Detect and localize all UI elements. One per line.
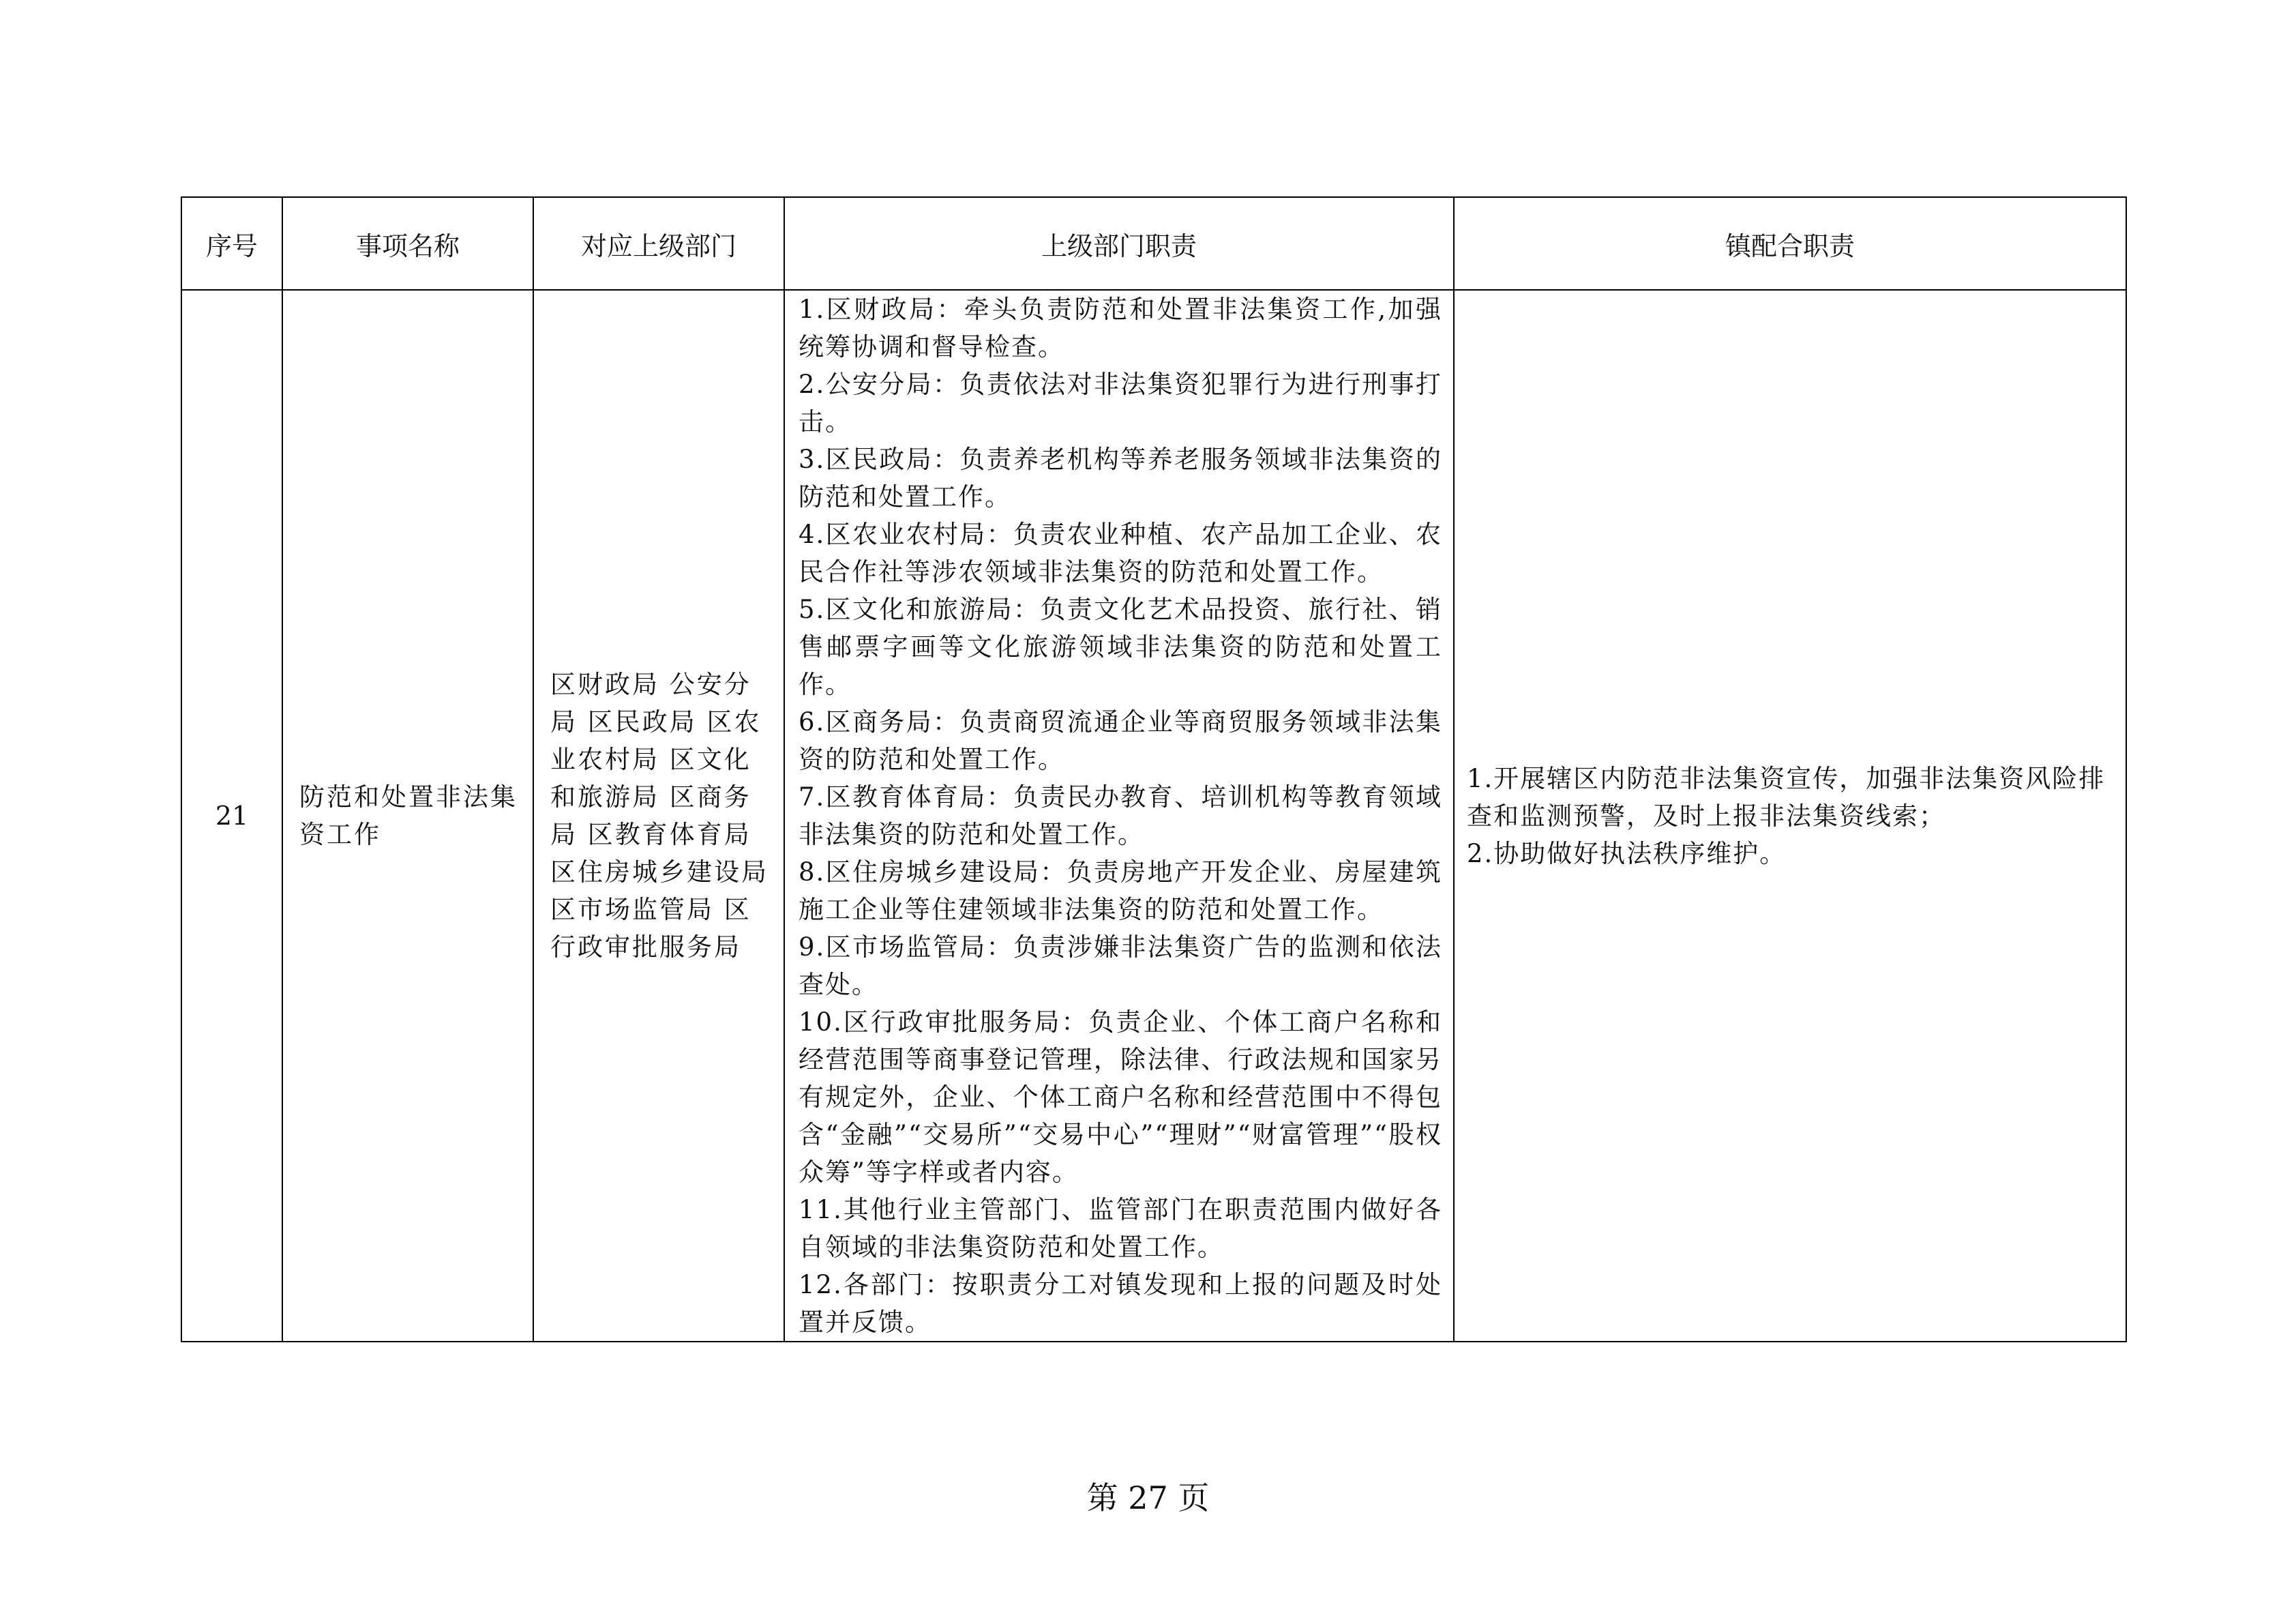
cell-item-name: 防范和处置非法集资工作 bbox=[282, 290, 533, 1342]
responsibility-item: 9.区市场监管局：负责涉嫌非法集资广告的监测和依法查处。 bbox=[799, 932, 1442, 999]
header-town-duties: 镇配合职责 bbox=[1454, 197, 2126, 290]
cell-seq: 21 bbox=[181, 290, 282, 1342]
duty-table-container bbox=[181, 196, 2126, 1342]
responsibility-item: 6.区商务局：负责商贸流通企业等商贸服务领域非法集资的防范和处置工作。 bbox=[799, 707, 1442, 774]
cell-departments: 区财政局 公安分局 区民政局 区农业农村局 区文化和旅游局 区商务局 区教育体育局 区住房城乡建设局 区市场监管局 区行政审批服务局 bbox=[533, 290, 784, 1342]
responsibility-item: 2.公安分局：负责依法对非法集资犯罪行为进行刑事打击。 bbox=[799, 370, 1442, 437]
responsibility-item: 11.其他行业主管部门、监管部门在职责范围内做好各自领域的非法集资防范和处置工作。 bbox=[799, 1195, 1442, 1262]
responsibility-item: 3.区民政局：负责养老机构等养老服务领域非法集资的防范和处置工作。 bbox=[799, 445, 1442, 512]
responsibility-item: 8.区住房城乡建设局：负责房地产开发企业、房屋建筑施工企业等住建领域非法集资的防范和处置工作。 bbox=[799, 857, 1442, 924]
table-header-row bbox=[181, 197, 2126, 290]
page-number: 第 27 页 bbox=[1086, 1479, 1210, 1516]
responsibility-item: 12.各部门：按职责分工对镇发现和上报的问题及时处置并反馈。 bbox=[799, 1270, 1442, 1337]
responsibility-item: 4.区农业农村局：负责农业种植、农产品加工企业、农民合作社等涉农领域非法集资的防范和处置工作。 bbox=[799, 520, 1442, 587]
cell-town-duties bbox=[1454, 290, 2126, 1342]
cell-responsibilities bbox=[784, 290, 1454, 1342]
town-duty-item: 2.协助做好执法秩序维护。 bbox=[1467, 838, 1787, 868]
responsibility-item: 10.区行政审批服务局：负责企业、个体工商户名称和经营范围等商事登记管理，除法律、行政法规和国家另有规定外，企业、个体工商户名称和经营范围中不得包含“金融”“交易所”“交易中心”“理财”“财富管理”“股权众筹”等字样或者内容。 bbox=[799, 1007, 1442, 1187]
duty-table bbox=[181, 196, 2127, 1342]
header-seq: 序号 bbox=[181, 197, 282, 290]
header-item-name: 事项名称 bbox=[282, 197, 533, 290]
town-duty-item: 1.开展辖区内防范非法集资宣传，加强非法集资风险排查和监测预警，及时上报非法集资线索； bbox=[1467, 763, 2106, 831]
table-row bbox=[181, 290, 2126, 1342]
header-superior-responsibilities: 上级部门职责 bbox=[784, 197, 1454, 290]
header-superior-department: 对应上级部门 bbox=[533, 197, 784, 290]
responsibility-item: 1.区财政局：牵头负责防范和处置非法集资工作,加强统筹协调和督导检查。 bbox=[799, 295, 1442, 361]
responsibility-item: 7.区教育体育局：负责民办教育、培训机构等教育领域非法集资的防范和处置工作。 bbox=[799, 782, 1442, 849]
responsibility-item: 5.区文化和旅游局：负责文化艺术品投资、旅行社、销售邮票字画等文化旅游领域非法集资的防范和处置工作。 bbox=[799, 595, 1442, 699]
